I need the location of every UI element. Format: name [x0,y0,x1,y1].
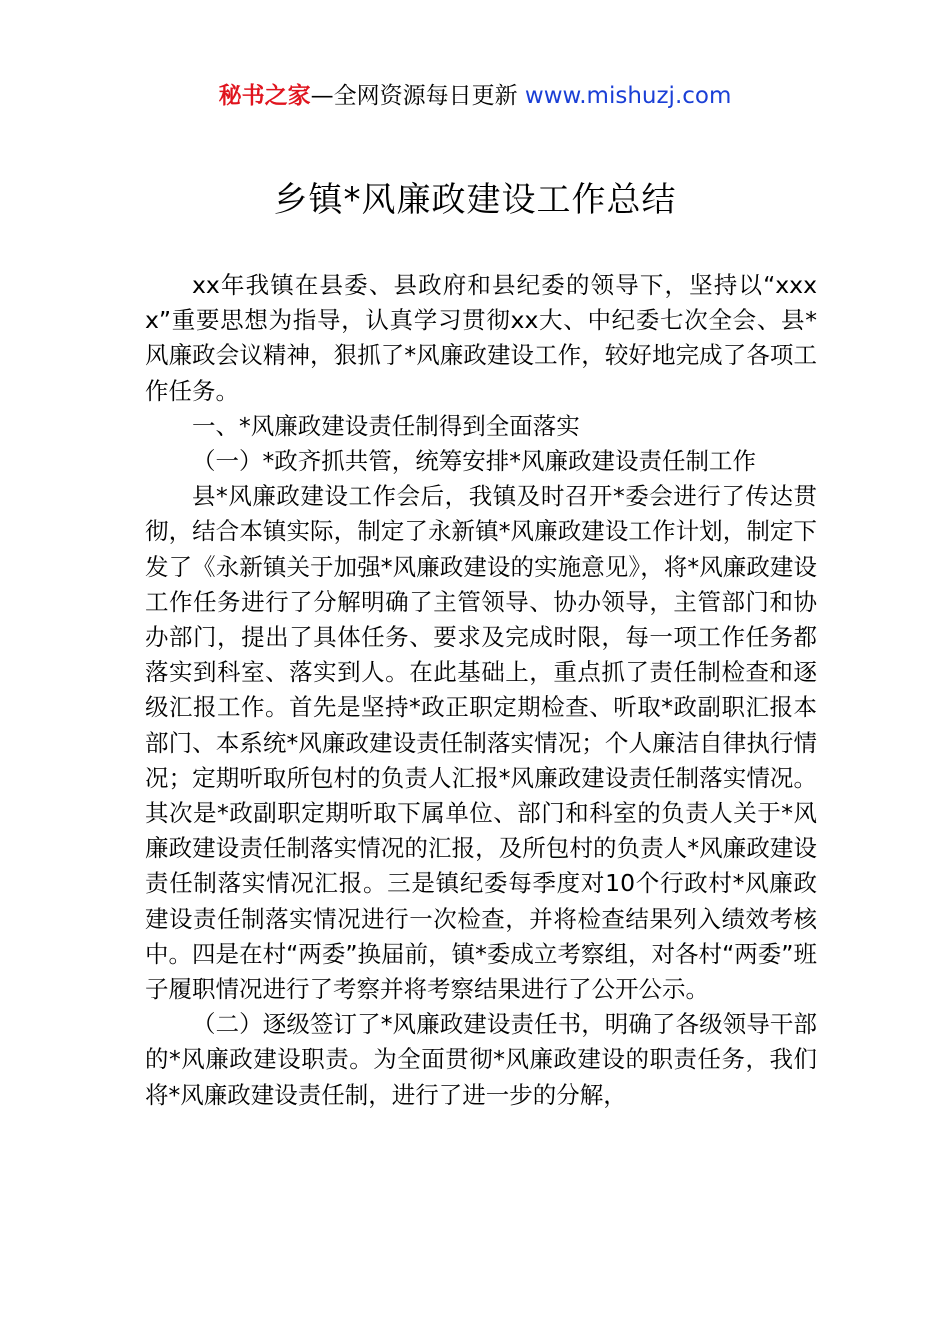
site-url[interactable]: www.mishuzj.com [524,83,732,109]
subsection-heading-1: （一）*政齐抓共管，统筹安排*风廉政建设责任制工作 [192,447,756,476]
document-title: 乡镇*风廉政建设工作总结 [273,180,677,220]
paragraph-intro: xx年我镇在县委、县政府和县纪委的领导下，坚持以“xxxx”重要思想为指导，认真学习贯彻xx大、中纪委七次全会、县*风廉政会议精神，狠抓了*风廉政建设工作，较好地完成了各项工作任务。 [145,271,817,405]
site-tagline: —全网资源每日更新 [310,83,525,109]
document-body [145,268,817,1113]
paragraph-body-1: 县*风廉政建设工作会后，我镇及时召开*委会进行了传达贯彻，结合本镇实际，制定了永新镇*风廉政建设工作计划，制定下发了《永新镇关于加强*风廉政建设的实施意见》，将*风廉政建设工作任务进行了分解明确了主管领导、协办领导，主管部门和协办部门，提出了具体任务、要求及完成时限，每一项工作任务都落实到科室、落实到人。在此基础上，重点抓了责任制检查和逐级汇报工作。首先是坚持*政正职定期检查、听取*政副职汇报本部门、本系统*风廉政建设责任制落实情况；个人廉洁自律执行情况；定期听取所包村的负责人汇报*风廉政建设责任制落实情况。其次是*政副职定期听取下属单位、部门和科室的负责人关于*风廉政建设责任制落实情况的汇报，及所包村的负责人*风廉政建设责任制落实情况汇报。三是镇纪委每季度对10个行政村*风廉政建设责任制落实情况进行一次检查，并将检查结果列入绩效考核中。四是在村“两委”换届前，镇*委成立考察组，对各村“两委”班子履职情况进行了考察并将考察结果进行了公开公示。 [145,482,817,1004]
paragraph-body-2: （二）逐级签订了*风廉政建设责任书，明确了各级领导干部的*风廉政建设职责。为全面贯彻*风廉政建设的职责任务，我们将*风廉政建设责任制，进行了进一步的分解， [145,1010,817,1109]
section-heading-1: 一、*风廉政建设责任制得到全面落实 [192,411,580,440]
site-header [0,80,950,112]
site-brand: 秘书之家 [218,83,311,109]
